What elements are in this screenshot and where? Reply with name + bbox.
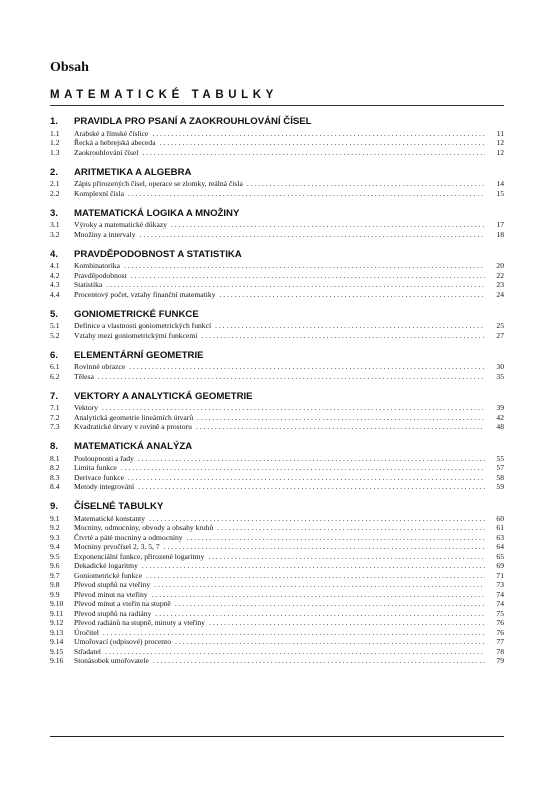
entry-page-number: 65 bbox=[496, 551, 504, 561]
dot-leader bbox=[128, 189, 485, 199]
toc-entry[interactable] bbox=[50, 230, 504, 240]
entry-title: Metody integrování bbox=[74, 482, 135, 491]
entry-number: 8.2 bbox=[50, 463, 60, 472]
entry-page-number: 48 bbox=[496, 422, 504, 431]
entry-number: 6.1 bbox=[50, 362, 60, 371]
entry-title: Množiny a intervaly bbox=[74, 229, 136, 239]
entry-number: 8.4 bbox=[50, 482, 60, 491]
entry-number: 3.2 bbox=[50, 229, 60, 239]
dot-leader bbox=[196, 422, 485, 432]
entry-number: 1.3 bbox=[50, 147, 60, 157]
entry-page-number: 73 bbox=[496, 580, 504, 589]
toc-entry[interactable] bbox=[50, 628, 504, 638]
section-heading bbox=[50, 167, 504, 179]
entry-title: Matematické konstanty bbox=[74, 513, 146, 523]
toc-entry[interactable] bbox=[50, 148, 504, 158]
entry-title: Mocniny, odmocniny, obvody a obsahy kruhů bbox=[74, 523, 214, 532]
section-title: VEKTORY A ANALYTICKÁ GEOMETRIE bbox=[74, 390, 253, 402]
entry-title: Střadatel bbox=[74, 646, 101, 656]
entry-page-number: 42 bbox=[496, 412, 504, 422]
entry-title: Převod radiánů na stupně, minuty a vteřiny bbox=[74, 618, 205, 627]
toc-entry[interactable] bbox=[50, 656, 504, 666]
book-title: MATEMATICKÉ TABULKY bbox=[50, 89, 278, 101]
section-title: ČÍSELNÉ TABULKY bbox=[74, 501, 164, 512]
entry-title: Stonásobek umořovatele bbox=[74, 656, 149, 665]
section-title: ELEMENTÁRNÍ GEOMETRIE bbox=[74, 349, 204, 361]
dot-leader bbox=[152, 590, 485, 600]
entry-number: 8.3 bbox=[50, 472, 60, 482]
entry-title: Kombinatorika bbox=[74, 261, 120, 270]
section-title: PRAVDĚPODOBNOST A STATISTIKA bbox=[74, 248, 242, 260]
entry-page-number: 71 bbox=[496, 570, 504, 580]
entry-number: 9.4 bbox=[50, 542, 60, 551]
dot-leader bbox=[106, 280, 485, 290]
section-title: ARITMETIKA A ALGEBRA bbox=[74, 166, 192, 178]
entry-title: Vztahy mezi goniometrickými funkcemi bbox=[74, 330, 198, 340]
toc-entry[interactable] bbox=[50, 261, 504, 271]
toc-entry[interactable] bbox=[50, 580, 504, 590]
entry-number: 6.2 bbox=[50, 371, 60, 381]
entry-page-number: 59 bbox=[496, 482, 504, 491]
entry-page-number: 76 bbox=[496, 618, 504, 627]
entry-number: 2.2 bbox=[50, 188, 60, 198]
section-title: MATEMATICKÁ LOGIKA A MNOŽINY bbox=[74, 207, 240, 219]
entry-title: Komplexní čísla bbox=[74, 188, 124, 198]
dot-leader bbox=[98, 372, 485, 382]
dot-leader bbox=[142, 561, 485, 571]
section-number: 9. bbox=[50, 501, 59, 512]
toc-entry[interactable] bbox=[50, 290, 504, 300]
dot-leader bbox=[129, 362, 485, 372]
page-heading: Obsah bbox=[50, 60, 89, 75]
dot-leader bbox=[220, 290, 486, 300]
toc-section bbox=[50, 208, 504, 240]
toc-entry[interactable] bbox=[50, 372, 504, 382]
section-number: 7. bbox=[50, 390, 59, 402]
entry-number: 9.14 bbox=[50, 637, 64, 646]
table-of-contents bbox=[50, 116, 504, 675]
entry-title: Výroky a matematické důkazy bbox=[74, 220, 167, 229]
toc-section bbox=[50, 501, 504, 666]
entry-page-number: 12 bbox=[496, 147, 504, 157]
entry-page-number: 24 bbox=[496, 289, 504, 299]
entry-page-number: 69 bbox=[496, 561, 504, 570]
entry-page-number: 60 bbox=[496, 513, 504, 523]
toc-section bbox=[50, 116, 504, 157]
entry-page-number: 27 bbox=[496, 330, 504, 340]
section-heading bbox=[50, 350, 504, 362]
bottom-divider bbox=[50, 736, 504, 737]
entry-number: 9.16 bbox=[50, 656, 64, 665]
entry-title: Mocniny prvočísel 2, 3, 5, 7 bbox=[74, 542, 160, 551]
entry-number: 9.2 bbox=[50, 523, 60, 532]
toc-entry[interactable] bbox=[50, 473, 504, 483]
toc-entry[interactable] bbox=[50, 454, 504, 464]
dot-leader bbox=[209, 618, 485, 628]
entry-number: 4.2 bbox=[50, 270, 60, 280]
entry-page-number: 14 bbox=[496, 179, 504, 188]
entry-number: 9.3 bbox=[50, 532, 60, 542]
entry-page-number: 57 bbox=[496, 463, 504, 472]
dot-leader bbox=[124, 261, 485, 271]
toc-entry[interactable] bbox=[50, 482, 504, 492]
dot-leader bbox=[201, 331, 485, 341]
entry-number: 9.8 bbox=[50, 580, 60, 589]
entry-number: 7.2 bbox=[50, 412, 60, 422]
entry-page-number: 74 bbox=[496, 589, 504, 599]
entry-page-number: 58 bbox=[496, 472, 504, 482]
entry-page-number: 15 bbox=[496, 188, 504, 198]
toc-entry[interactable] bbox=[50, 179, 504, 189]
entry-title: Umořovací (odpisové) procento bbox=[74, 637, 172, 646]
section-heading bbox=[50, 441, 504, 453]
entry-title: Procentový počet, vztahy finanční matematiky bbox=[74, 289, 216, 299]
entry-title: Derivace funkce bbox=[74, 472, 124, 482]
entry-number: 9.12 bbox=[50, 618, 64, 627]
toc-entry[interactable] bbox=[50, 189, 504, 199]
entry-page-number: 17 bbox=[496, 220, 504, 229]
section-number: 4. bbox=[50, 248, 59, 260]
entry-number: 4.4 bbox=[50, 289, 60, 299]
entry-number: 9.10 bbox=[50, 599, 64, 608]
dot-leader bbox=[149, 514, 485, 524]
entry-page-number: 77 bbox=[496, 637, 504, 646]
entry-title: Čtvrté a páté mocniny a odmocniny bbox=[74, 532, 183, 542]
entry-number: 7.1 bbox=[50, 403, 60, 412]
entry-title: Definice a vlastnosti goniometrických funkcí bbox=[74, 321, 212, 330]
dot-leader bbox=[197, 413, 485, 423]
entry-number: 4.1 bbox=[50, 261, 60, 270]
section-number: 5. bbox=[50, 308, 59, 320]
toc-entry[interactable] bbox=[50, 271, 504, 281]
entry-title: Tělesa bbox=[74, 371, 94, 381]
entry-page-number: 55 bbox=[496, 453, 504, 463]
entry-title: Rovinné obrazce bbox=[74, 362, 126, 371]
entry-title: Zaokrouhlování čísel bbox=[74, 147, 139, 157]
dot-leader bbox=[160, 138, 485, 148]
dot-leader bbox=[208, 552, 485, 562]
toc-entry[interactable] bbox=[50, 321, 504, 331]
entry-title: Dekadické logaritmy bbox=[74, 561, 138, 570]
toc-entry[interactable] bbox=[50, 533, 504, 543]
entry-title: Goniometrické funkce bbox=[74, 570, 143, 580]
entry-title: Řecká a hebrejská abeceda bbox=[74, 138, 156, 147]
dot-leader bbox=[121, 463, 485, 473]
entry-title: Kvadratické útvary v rovině a prostoru bbox=[74, 422, 192, 431]
dot-leader bbox=[155, 609, 485, 619]
toc-section bbox=[50, 309, 504, 341]
entry-number: 5.2 bbox=[50, 330, 60, 340]
dot-leader bbox=[128, 473, 485, 483]
entry-number: 9.1 bbox=[50, 513, 60, 523]
entry-number: 1.1 bbox=[50, 128, 60, 138]
toc-section bbox=[50, 249, 504, 300]
entry-page-number: 75 bbox=[496, 608, 504, 618]
toc-section bbox=[50, 350, 504, 382]
toc-entry[interactable] bbox=[50, 129, 504, 139]
section-title: PRAVIDLA PRO PSANÍ A ZAOKROUHLOVÁNÍ ČÍSEL bbox=[74, 116, 312, 127]
toc-section bbox=[50, 441, 504, 492]
toc-entry[interactable] bbox=[50, 618, 504, 628]
entry-number: 8.1 bbox=[50, 453, 60, 463]
entry-number: 3.1 bbox=[50, 220, 60, 229]
entry-number: 9.7 bbox=[50, 570, 60, 580]
section-heading bbox=[50, 249, 504, 261]
entry-page-number: 30 bbox=[496, 362, 504, 371]
entry-page-number: 35 bbox=[496, 371, 504, 381]
section-heading bbox=[50, 501, 504, 513]
section-number: 2. bbox=[50, 166, 59, 178]
entry-page-number: 11 bbox=[496, 128, 504, 138]
entry-number: 5.1 bbox=[50, 321, 60, 330]
entry-title: Vektory bbox=[74, 403, 99, 412]
dot-leader bbox=[175, 599, 485, 609]
toc-entry[interactable] bbox=[50, 637, 504, 647]
toc-entry[interactable] bbox=[50, 561, 504, 571]
entry-page-number: 25 bbox=[496, 321, 504, 330]
entry-page-number: 74 bbox=[496, 599, 504, 608]
entry-number: 1.2 bbox=[50, 138, 60, 147]
entry-title: Statistika bbox=[74, 280, 103, 289]
toc-entry[interactable] bbox=[50, 542, 504, 552]
top-divider bbox=[50, 105, 504, 106]
entry-number: 9.13 bbox=[50, 627, 64, 637]
entry-page-number: 61 bbox=[496, 523, 504, 532]
entry-number: 7.3 bbox=[50, 422, 60, 431]
entry-page-number: 12 bbox=[496, 138, 504, 147]
entry-page-number: 39 bbox=[496, 403, 504, 412]
section-title: GONIOMETRICKÉ FUNKCE bbox=[74, 308, 199, 320]
entry-page-number: 23 bbox=[496, 280, 504, 289]
section-heading bbox=[50, 116, 504, 128]
dot-leader bbox=[171, 220, 485, 230]
entry-page-number: 78 bbox=[496, 646, 504, 656]
toc-entry[interactable] bbox=[50, 552, 504, 562]
dot-leader bbox=[105, 647, 485, 657]
entry-number: 4.3 bbox=[50, 280, 60, 289]
toc-entry[interactable] bbox=[50, 280, 504, 290]
toc-entry[interactable] bbox=[50, 413, 504, 423]
toc-entry[interactable] bbox=[50, 647, 504, 657]
dot-leader bbox=[138, 454, 485, 464]
dot-leader bbox=[103, 628, 485, 638]
toc-entry[interactable] bbox=[50, 422, 504, 432]
toc-entry[interactable] bbox=[50, 609, 504, 619]
entry-title: Převod stupňů na radiány bbox=[74, 608, 152, 618]
dot-leader bbox=[138, 482, 485, 492]
toc-entry[interactable] bbox=[50, 523, 504, 533]
dot-leader bbox=[153, 656, 485, 666]
entry-number: 9.15 bbox=[50, 646, 64, 656]
entry-title: Převod stupňů na vteřiny bbox=[74, 580, 151, 589]
toc-entry[interactable] bbox=[50, 403, 504, 413]
dot-leader bbox=[140, 230, 485, 240]
toc-entry[interactable] bbox=[50, 331, 504, 341]
entry-title: Arabské a římské číslice bbox=[74, 128, 149, 138]
entry-page-number: 76 bbox=[496, 627, 504, 637]
entry-number: 9.9 bbox=[50, 589, 60, 599]
dot-leader bbox=[187, 533, 485, 543]
toc-entry[interactable] bbox=[50, 138, 504, 148]
section-heading bbox=[50, 391, 504, 403]
toc-entry[interactable] bbox=[50, 362, 504, 372]
dot-leader bbox=[217, 523, 485, 533]
section-number: 8. bbox=[50, 441, 59, 452]
entry-title: Převod minut na vteřiny bbox=[74, 589, 148, 599]
toc-entry[interactable] bbox=[50, 590, 504, 600]
entry-page-number: 22 bbox=[496, 270, 504, 280]
entry-number: 9.6 bbox=[50, 561, 60, 570]
toc-entry[interactable] bbox=[50, 514, 504, 524]
entry-page-number: 20 bbox=[496, 261, 504, 270]
entry-title: Převod minut a vteřin na stupně bbox=[74, 599, 171, 608]
entry-number: 9.11 bbox=[50, 608, 64, 618]
entry-page-number: 18 bbox=[496, 229, 504, 239]
dot-leader bbox=[247, 179, 485, 189]
section-title: MATEMATICKÁ ANALÝZA bbox=[74, 441, 193, 452]
dot-leader bbox=[175, 637, 485, 647]
section-number: 3. bbox=[50, 207, 59, 219]
toc-entry[interactable] bbox=[50, 220, 504, 230]
dot-leader bbox=[142, 148, 485, 158]
entry-number: 9.5 bbox=[50, 551, 60, 561]
toc-section bbox=[50, 167, 504, 199]
dot-leader bbox=[215, 321, 485, 331]
dot-leader bbox=[102, 403, 485, 413]
toc-entry[interactable] bbox=[50, 599, 504, 609]
entry-title: Analytická geometrie lineárních útvarů bbox=[74, 412, 194, 422]
entry-title: Posloupnosti a řady bbox=[74, 453, 134, 463]
section-heading bbox=[50, 309, 504, 321]
dot-leader bbox=[131, 271, 485, 281]
section-number: 6. bbox=[50, 349, 59, 361]
entry-page-number: 64 bbox=[496, 542, 504, 551]
entry-page-number: 79 bbox=[496, 656, 504, 665]
dot-leader bbox=[154, 580, 485, 590]
entry-title: Exponenciální funkce, přirozené logaritmy bbox=[74, 551, 205, 561]
toc-entry[interactable] bbox=[50, 571, 504, 581]
entry-title: Pravděpodobnost bbox=[74, 270, 127, 280]
entry-title: Úročitel bbox=[74, 627, 99, 637]
dot-leader bbox=[146, 571, 485, 581]
entry-number: 2.1 bbox=[50, 179, 60, 188]
toc-entry[interactable] bbox=[50, 463, 504, 473]
toc-section bbox=[50, 391, 504, 432]
section-heading bbox=[50, 208, 504, 220]
dot-leader bbox=[164, 542, 485, 552]
entry-title: Limita funkce bbox=[74, 463, 117, 472]
dot-leader bbox=[152, 129, 485, 139]
entry-page-number: 63 bbox=[496, 532, 504, 542]
entry-title: Zápis přirozených čísel, operace se zlomky, reálná čísla bbox=[74, 179, 243, 188]
section-number: 1. bbox=[50, 116, 59, 127]
